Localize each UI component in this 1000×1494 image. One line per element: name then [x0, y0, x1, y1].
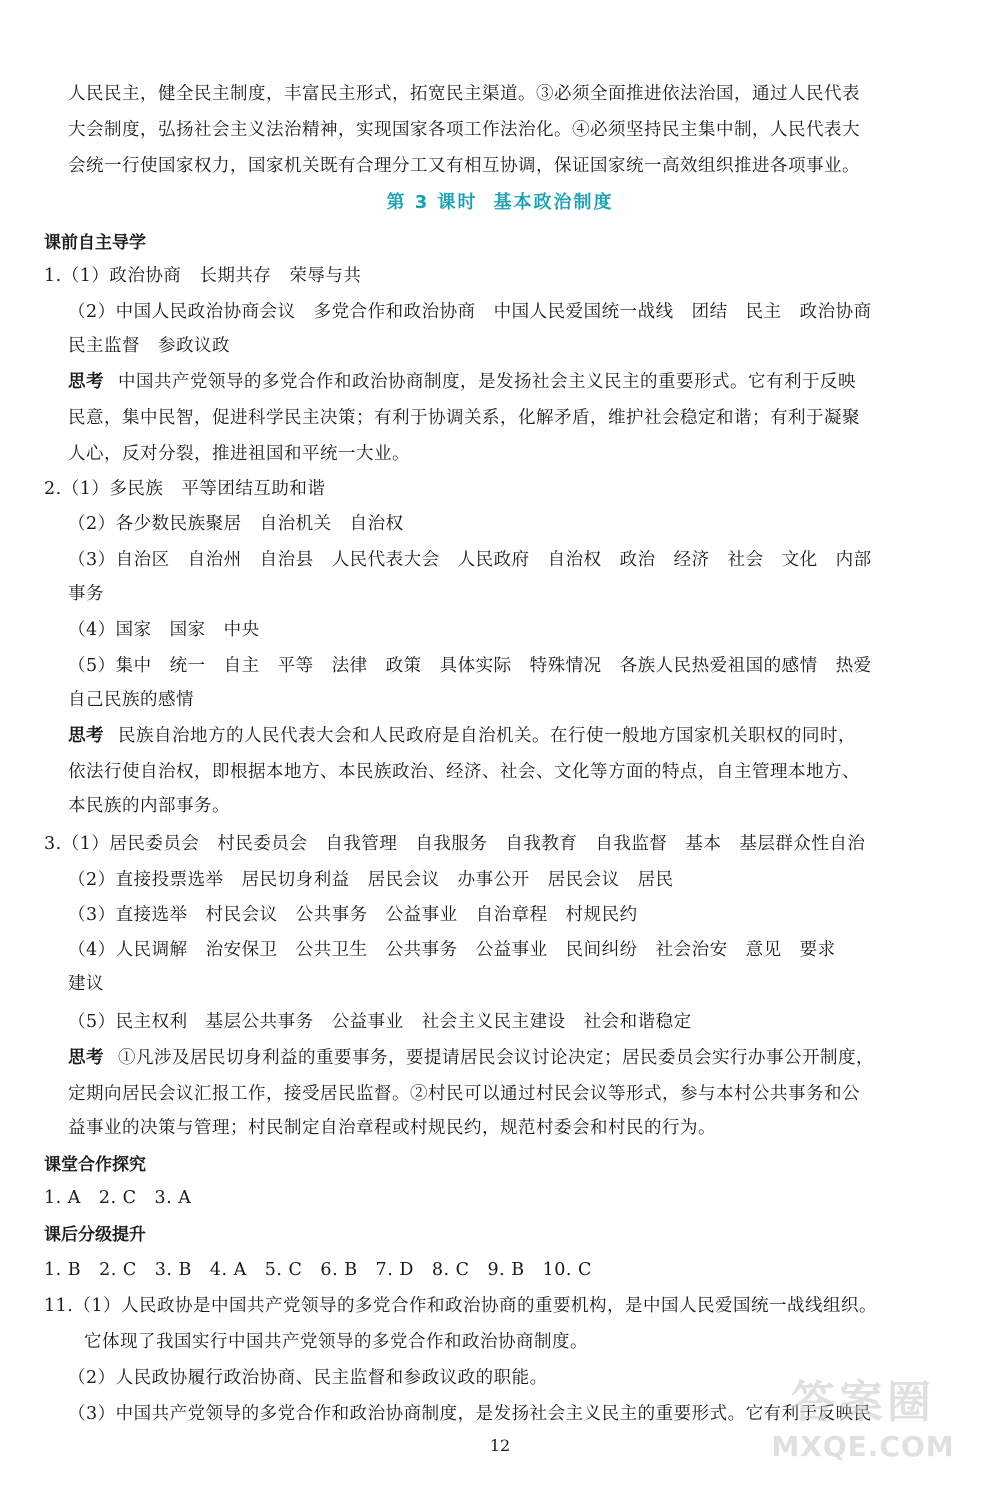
lesson-title — [0, 188, 1000, 214]
q3-answer-1: 3.（1）居民委员会 村民委员会 自我管理 自我服务 自我教育 自我监督 基本 基层群众性自治 — [44, 834, 866, 854]
think-label: 思考 — [68, 726, 104, 746]
q2-answer-5-line-2: 自己民族的感情 — [68, 690, 194, 710]
q2-answer-2: （2）各少数民族聚居 自治机关 自治权 — [68, 514, 404, 534]
after-class-answers: 1. B 2. C 3. B 4. A 5. C 6. B 7. D 8. C 9. B 10. C — [44, 1260, 592, 1280]
q3-think-line-3: 益事业的决策与管理；村民制定自治章程或村规民约，规范村委会和村民的行为。 — [68, 1118, 716, 1138]
q3-think-line-2: 定期向居民会议汇报工作，接受居民监督。②村民可以通过村民会议等形式，参与本村公共事务和公 — [68, 1084, 860, 1104]
q3-answer-5: （5）民主权利 基层公共事务 公益事业 社会主义民主建设 社会和谐稳定 — [68, 1012, 692, 1032]
q3-answer-2: （2）直接投票选举 居民切身利益 居民会议 办事公开 居民会议 居民 — [68, 870, 674, 890]
q1-answer-2-line-2: 民主监督 参政议政 — [68, 336, 230, 356]
q2-think-text: 民族自治地方的人民代表大会和人民政府是自治机关。在行使一般地方国家机关职权的同时， — [118, 726, 856, 746]
lesson-name: 基本政治制度 — [493, 192, 614, 213]
q1-think-line-3: 人心，反对分裂，推进祖国和平统一大业。 — [68, 444, 410, 464]
section-heading-after: 课后分级提升 — [44, 1225, 146, 1245]
q2-think-line-2: 依法行使自治权，即根据本地方、本民族政治、经济、社会、文化等方面的特点，自主管理本地方、 — [68, 762, 860, 782]
q1-think-line-1 — [68, 368, 856, 393]
q2-answer-1: 2.（1）多民族 平等团结互助和谐 — [44, 479, 326, 499]
q1-answer-1: 1.（1）政治协商 长期共存 荣辱与共 — [44, 266, 362, 286]
q11-answer-1-line-1: 11.（1）人民政协是中国共产党领导的多党合作和政治协商的重要机构，是中国人民爱国统一战线组织。 — [44, 1296, 877, 1316]
q2-answer-5-line-1: （5）集中 统一 自主 平等 法律 政策 具体实际 特殊情况 各族人民热爱祖国的感情 热爱 — [68, 656, 872, 676]
q2-answer-3-line-1: （3）自治区 自治州 自治县 人民代表大会 人民政府 自治权 政治 经济 社会 文化 内部 — [68, 550, 872, 570]
q3-answer-4-line-1: （4）人民调解 治安保卫 公共卫生 公共事务 公益事业 民间纠纷 社会治安 意见 要求 — [68, 940, 836, 960]
q1-answer-2-line-1: （2）中国人民政治协商会议 多党合作和政治协商 中国人民爱国统一战线 团结 民主 政治协商 — [68, 302, 872, 322]
watermark-logo — [748, 1366, 978, 1486]
q3-think-text: ①凡涉及居民切身利益的重要事务，要提请居民会议讨论决定；居民委员会实行办事公开制度， — [118, 1048, 874, 1068]
q3-answer-3: （3）直接选举 村民会议 公共事务 公益事业 自治章程 村规民约 — [68, 905, 638, 925]
q3-think-line-1 — [68, 1044, 874, 1069]
intro-line-1: 人民民主，健全民主制度，丰富民主形式，拓宽民主渠道。③必须全面推进依法治国，通过人民代表 — [68, 84, 860, 104]
section-heading-classroom: 课堂合作探究 — [44, 1155, 146, 1175]
think-label: 思考 — [68, 372, 104, 392]
lesson-number: 第 3 课时 — [386, 192, 478, 213]
page-number: 12 — [489, 1436, 511, 1455]
q11-answer-1-line-2: 它体现了我国实行中国共产党领导的多党合作和政治协商制度。 — [84, 1332, 588, 1352]
q11-answer-2: （2）人民政协履行政治协商、民主监督和参政议政的职能。 — [68, 1368, 548, 1388]
intro-line-3: 会统一行使国家权力，国家机关既有合理分工又有相互协调，保证国家统一高效组织推进各项事业。 — [68, 156, 860, 176]
q2-answer-4: （4）国家 国家 中央 — [68, 620, 260, 640]
q2-think-line-1 — [68, 722, 856, 747]
watermark-url: MXQE.COM — [771, 1430, 955, 1463]
intro-line-2: 大会制度，弘扬社会主义法治精神，实现国家各项工作法治化。④必须坚持民主集中制，人民代表大 — [68, 120, 860, 140]
q2-answer-3-line-2: 事务 — [68, 584, 104, 604]
think-label: 思考 — [68, 1048, 104, 1068]
q11-answer-3: （3）中国共产党领导的多党合作和政治协商制度，是发扬社会主义民主的重要形式。它有利于反映民 — [68, 1404, 872, 1424]
q1-think-text: 中国共产党领导的多党合作和政治协商制度，是发扬社会主义民主的重要形式。它有利于反映 — [118, 372, 856, 392]
q3-answer-4-line-2: 建议 — [68, 974, 104, 994]
classroom-answers: 1. A 2. C 3. A — [44, 1188, 192, 1208]
watermark-title: 答案圈 — [791, 1377, 935, 1428]
q1-think-line-2: 民意，集中民智，促进科学民主决策；有利于协调关系，化解矛盾，维护社会稳定和谐；有利于凝聚 — [68, 408, 860, 428]
section-heading-preview: 课前自主导学 — [44, 233, 146, 253]
q2-think-line-3: 本民族的内部事务。 — [68, 796, 230, 816]
